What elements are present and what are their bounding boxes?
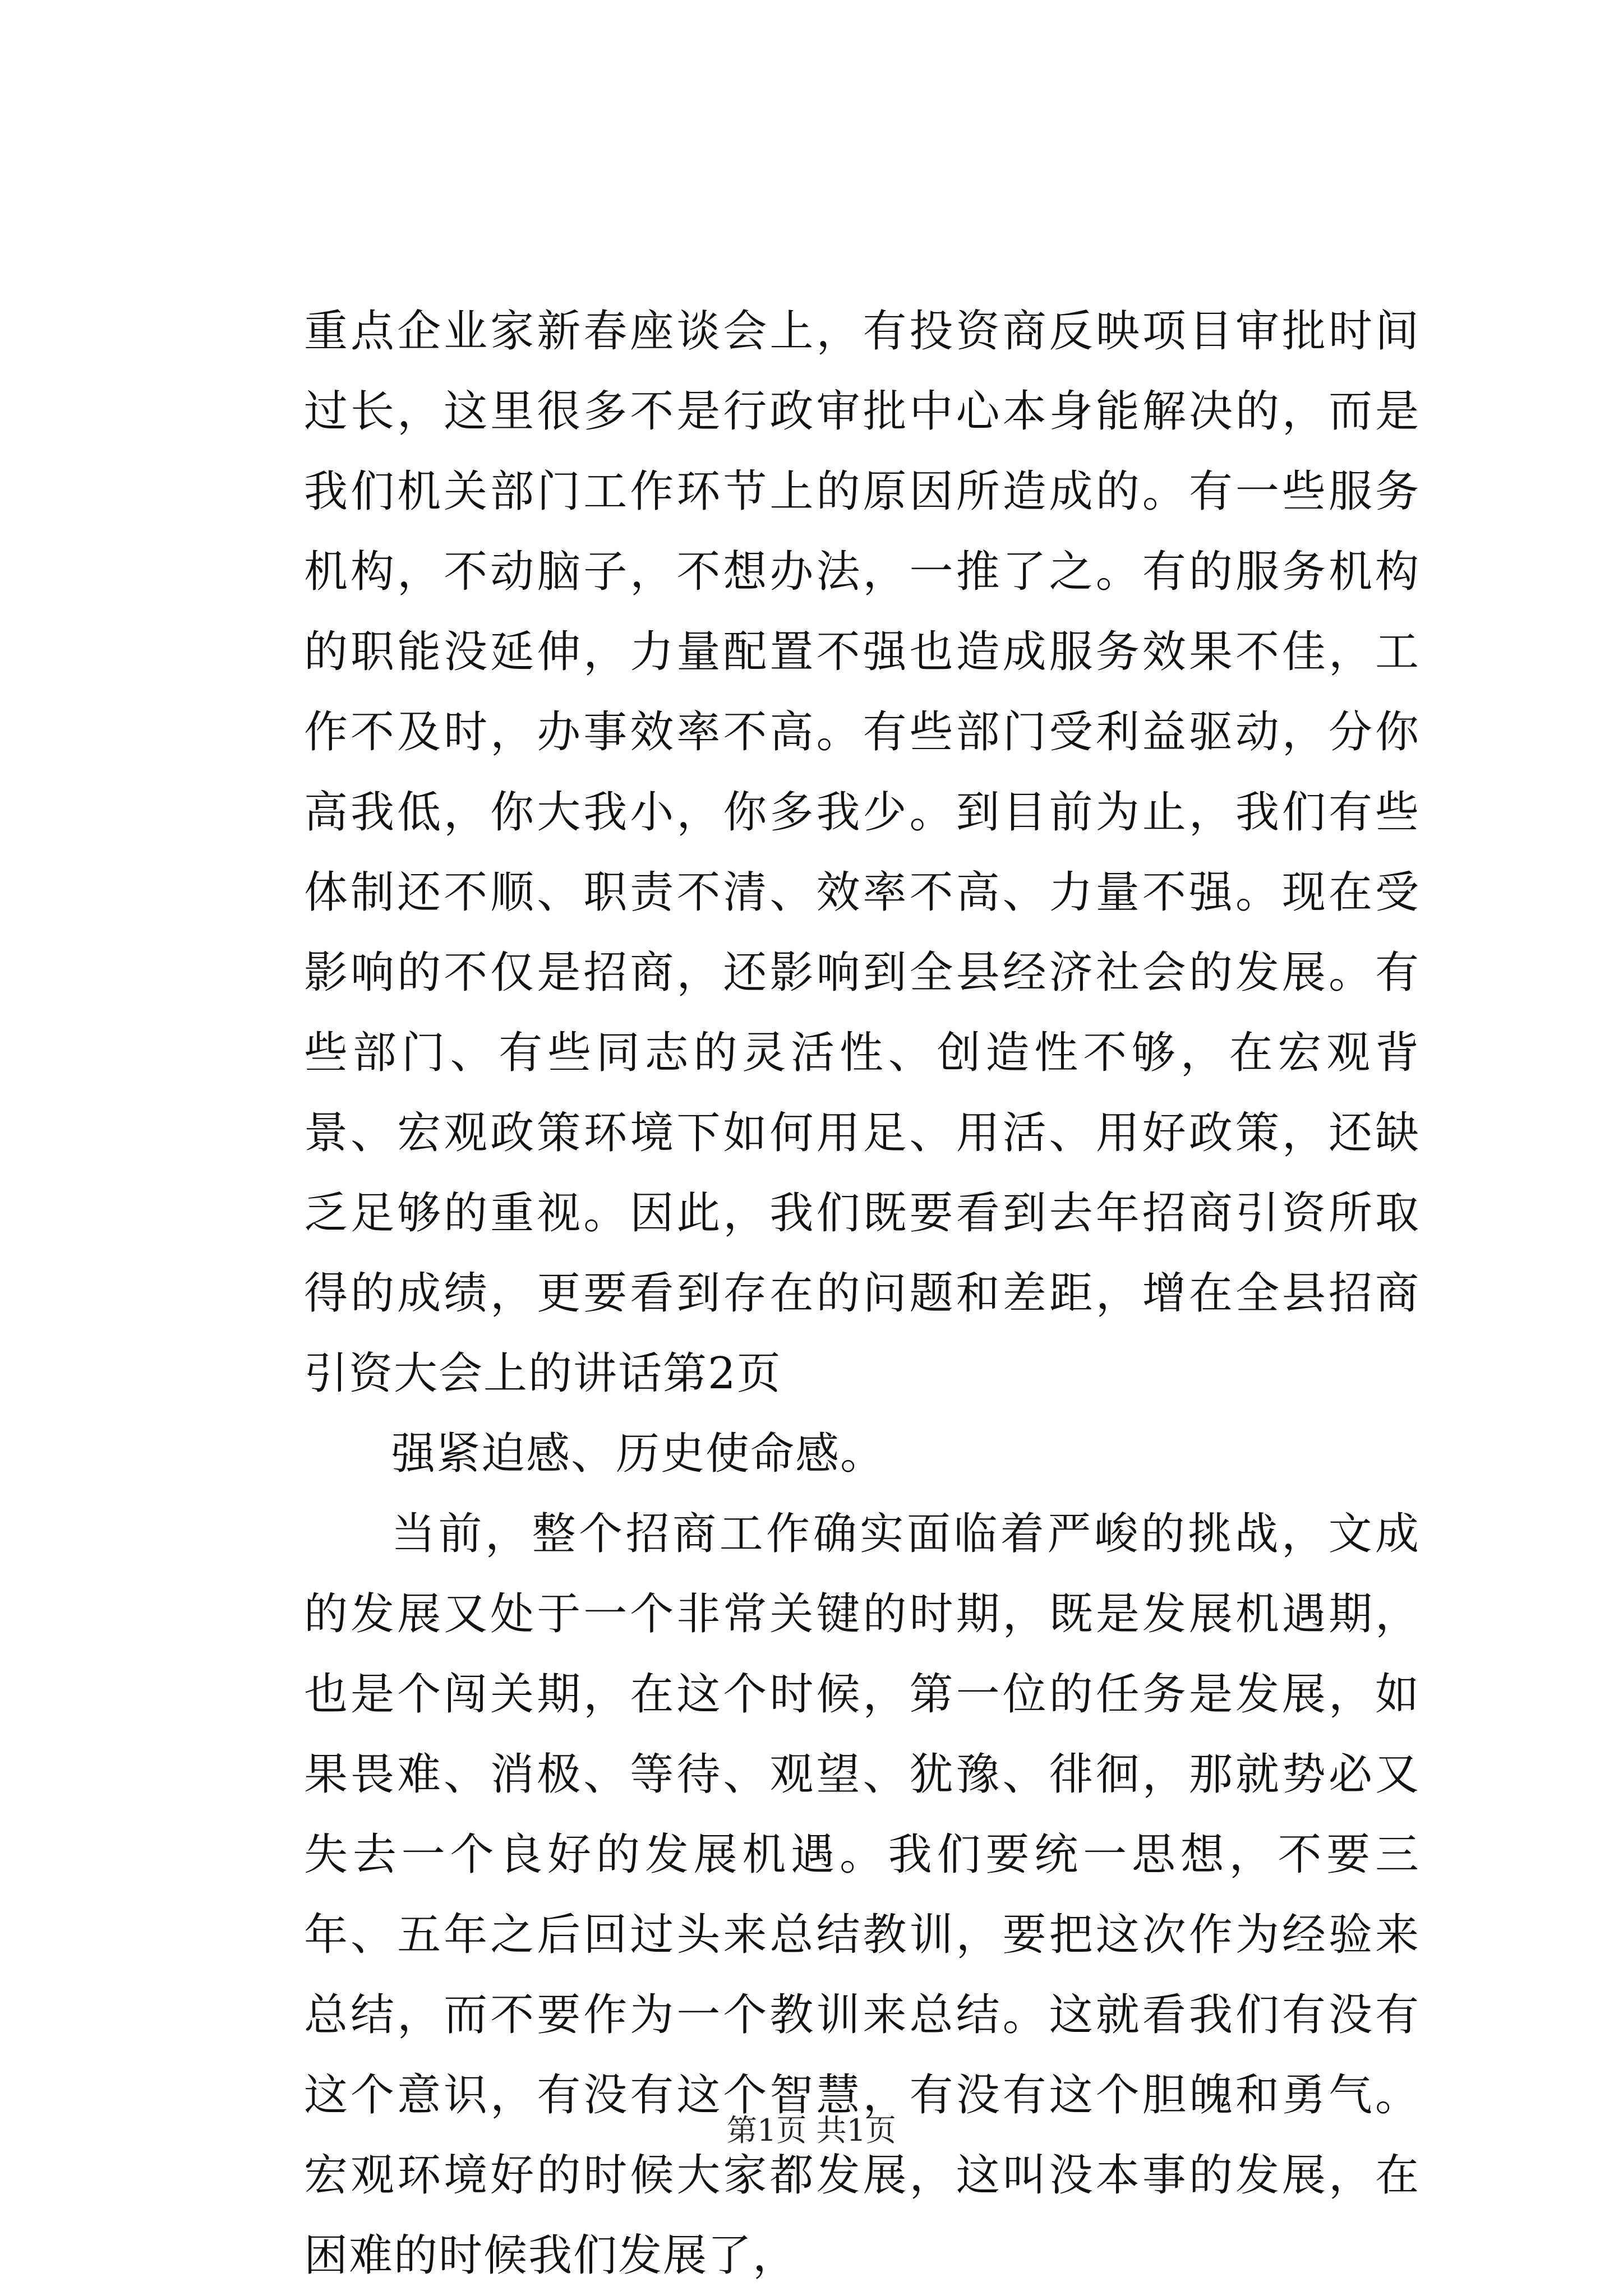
page-footer: 第1页 共1页	[727, 2113, 896, 2148]
body-text	[304, 292, 1420, 2296]
paragraph-1: 重点企业家新春座谈会上，有投资商反映项目审批时间过长，这里很多不是行政审批中心本身能解决的，而是我们机关部门工作环节上的原因所造成的。有一些服务机构，不动脑子，不想办法，一推了之。有的服务机构的职能没延伸，力量配置不强也造成服务效果不佳，工作不及时，办事效率不高。有些部门受利益驱动，分你高我低，你大我小，你多我少。到目前为止，我们有些体制还不顺、职责不清、效率不高、力量不强。现在受影响的不仅是招商，还影响到全县经济社会的发展。有些部门、有些同志的灵活性、创造性不够，在宏观背景、宏观政策环境下如何用足、用活、用好政策，还缺乏足够的重视。因此，我们既要看到去年招商引资所取得的成绩，更要看到存在的问题和差距，增在全县招商引资大会上的讲话第2页	[304, 306, 1420, 1399]
paragraph-3: 当前，整个招商工作确实面临着严峻的挑战，文成的发展又处于一个非常关键的时期，既是发展机遇期，也是个闯关期，在这个时候，第一位的任务是发展，如果畏难、消极、等待、观望、犹豫、徘徊，那就势必又失去一个良好的发展机遇。我们要统一思想，不要三年、五年之后回过头来总结教训，要把这次作为经验来总结，而不要作为一个教训来总结。这就看我们有没有这个意识，有没有这个智慧，有没有这个胆魄和勇气。宏观环境好的时候大家都发展，这叫没本事的发展，在困难的时候我们发展了，	[304, 1509, 1420, 2281]
paragraph-2: 强紧迫感、历史使命感。	[391, 1429, 886, 1479]
